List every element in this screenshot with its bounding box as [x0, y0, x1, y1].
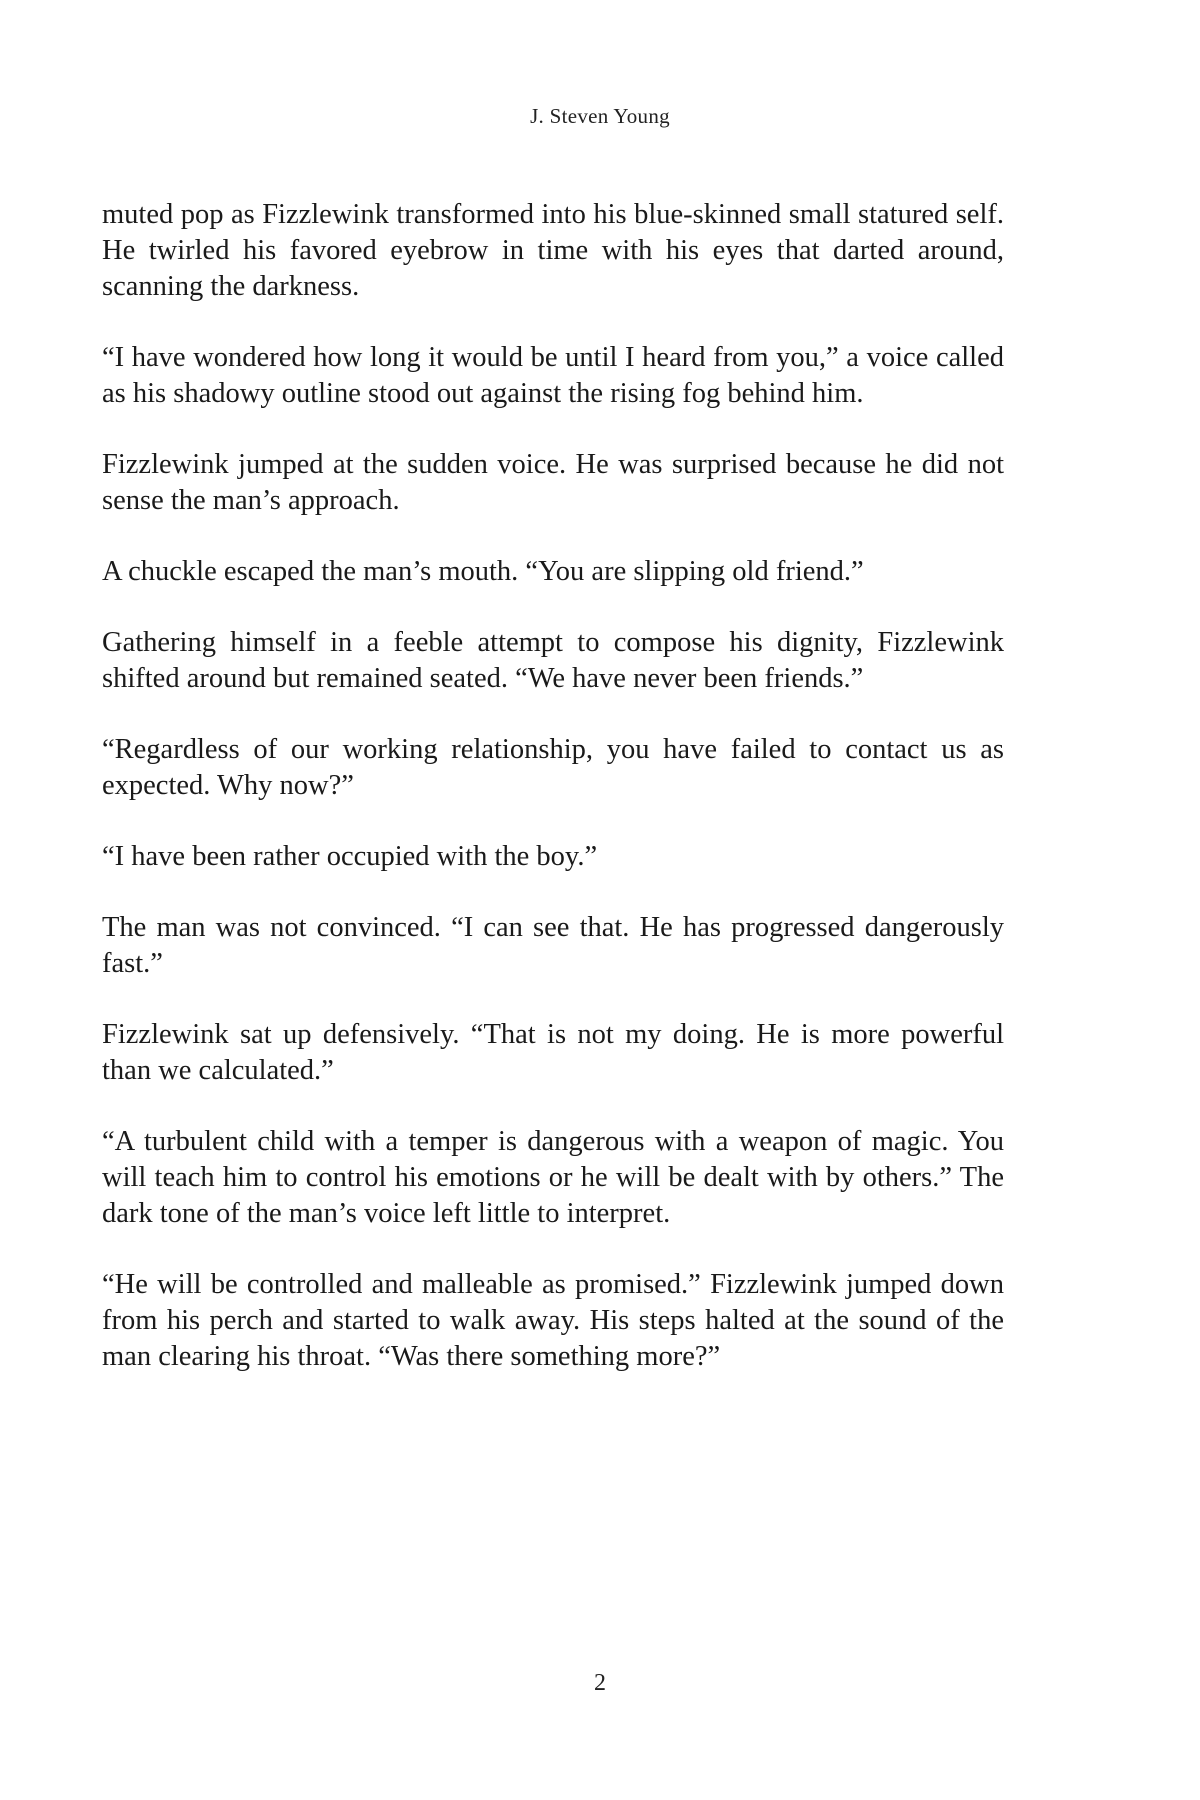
running-header-author: J. Steven Young — [530, 104, 670, 128]
body-text — [102, 197, 1004, 1410]
paragraph: “He will be controlled and malleable as promised.” Fizzlewink jumped down from his perch and started to walk away. His steps halted at the sound of the man clearing his throat. “Was there something more?” — [102, 1269, 1004, 1372]
paragraph: The man was not convinced. “I can see that. He has progressed dangerously fast.” — [102, 912, 1004, 979]
paragraph: “A turbulent child with a temper is dangerous with a weapon of magic. You will teach him to control his emotions or he will be dealt with by others.” The dark tone of the man’s voice left little to interpret. — [102, 1126, 1004, 1229]
paragraph: “I have been rather occupied with the boy.” — [102, 841, 598, 872]
paragraph: muted pop as Fizzlewink transformed into his blue-skinned small statured self. He twirled his favored eyebrow in time with his eyes that darted around, scanning the darkness. — [102, 199, 1004, 302]
paragraph: Fizzlewink jumped at the sudden voice. He was surprised because he did not sense the man’s approach. — [102, 449, 1004, 516]
page-number: 2 — [594, 1670, 606, 1696]
paragraph: Gathering himself in a feeble attempt to compose his dignity, Fizzlewink shifted around but remained seated. “We have never been friends.” — [102, 627, 1004, 694]
paragraph: A chuckle escaped the man’s mouth. “You are slipping old friend.” — [102, 556, 864, 587]
paragraph: Fizzlewink sat up defensively. “That is not my doing. He is more powerful than we calculated.” — [102, 1019, 1004, 1086]
paragraph: “Regardless of our working relationship, you have failed to contact us as expected. Why now?” — [102, 734, 1004, 801]
paragraph: “I have wondered how long it would be until I heard from you,” a voice called as his shadowy outline stood out against the rising fog behind him. — [102, 342, 1004, 409]
